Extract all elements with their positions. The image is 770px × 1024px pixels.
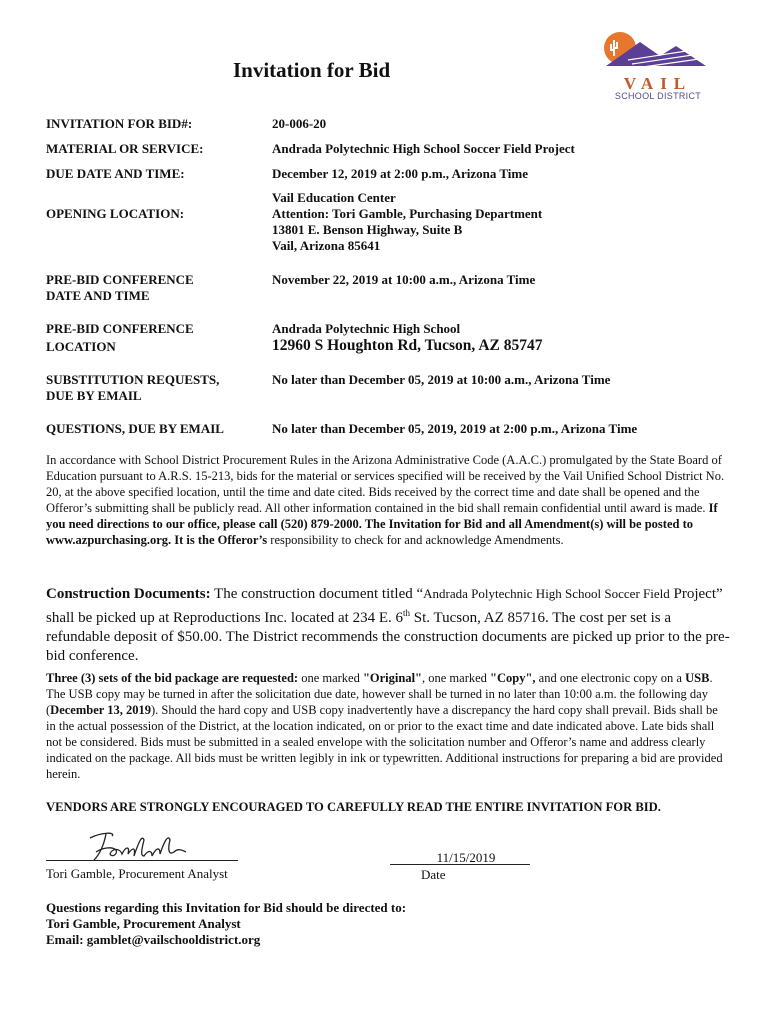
vendors-notice: VENDORS ARE STRONGLY ENCOURAGED TO CAREFULLY READ THE ENTIRE INVITATION FOR BID.	[46, 800, 661, 814]
field-label: MATERIAL OR SERVICE:	[46, 141, 204, 156]
contact-name: Tori Gamble, Procurement Analyst	[46, 916, 241, 931]
address-line: Vail Education Center	[272, 190, 396, 205]
paragraph-text: one marked	[298, 671, 363, 685]
address-line: Vail, Arizona 85641	[272, 238, 381, 253]
contact-heading: Questions regarding this Invitation for Bid should be directed to:	[46, 900, 407, 915]
field-value: No later than December 05, 2019 at 10:00 a.m., Arizona Time	[272, 372, 611, 387]
field-value	[272, 321, 742, 354]
paragraph-bold-text: "Original"	[362, 671, 422, 685]
field-label	[46, 321, 266, 355]
procurement-paragraph	[46, 452, 729, 548]
field-value: December 12, 2019 at 2:00 p.m., Arizona Time	[272, 166, 528, 181]
bid-package-paragraph	[46, 670, 729, 782]
label-line: PRE-BID CONFERENCE	[46, 321, 194, 336]
field-label: OPENING LOCATION:	[46, 206, 185, 221]
label-line: DUE BY EMAIL	[46, 388, 142, 403]
field-value	[272, 190, 742, 254]
paragraph-text: and one electronic copy on a	[535, 671, 686, 685]
signature-line	[46, 860, 238, 861]
paragraph-text: . The USB copy may be turned in after the solicitation due date, however shall be turned in no later than 10:00 a.m. the following day (	[46, 671, 713, 717]
paragraph-text: ). Should the hard copy and USB copy inadvertently have a discrepancy the hard copy shall prevail. Bids shall be in the actual possession of the District, at the location indicated, on or prior to the exact time and date indicated above. Late bids shall not be considered. Bids must be submitted in a sealed envelope with the solicitation number and Offeror’s name and address clearly indicated on the package. All bids must be written legibly in ink or typewritten. Additional instructions for preparing a bid are provided herein.	[46, 703, 723, 781]
field-label: DUE DATE AND TIME:	[46, 166, 185, 181]
contact-email: Email: gamblet@vailschooldistrict.org	[46, 932, 261, 947]
label-line: SUBSTITUTION REQUESTS,	[46, 372, 220, 387]
date-line	[390, 864, 530, 865]
page-title: Invitation for Bid	[233, 58, 391, 82]
paragraph-text: , one marked	[422, 671, 491, 685]
paragraph-bold-text: USB	[685, 671, 710, 685]
label-line: LOCATION	[46, 339, 116, 354]
paragraph-text: Andrada Polytechnic High School Soccer Field	[423, 586, 670, 601]
contact-block	[46, 900, 406, 948]
construction-documents-paragraph	[46, 584, 730, 666]
value-line: Andrada Polytechnic High School	[272, 321, 461, 336]
logo-wordmark: VAIL	[623, 74, 693, 93]
logo-subtitle: SCHOOL DISTRICT	[614, 91, 702, 101]
field-prebid-date	[46, 272, 736, 304]
paragraph-text: St. Tucson, AZ 85716. The cost per set is a refundable deposit of $50.00. The District recommends the construction documents are picked up prior to the pre-bid conference.	[46, 610, 730, 664]
superscript: th	[402, 608, 410, 618]
signer-name: Tori Gamble, Procurement Analyst	[46, 866, 228, 881]
paragraph-text: The construction document titled “	[210, 586, 424, 602]
paragraph-text: Project” shall be picked up at Reproductions Inc. located at 234 E. 6	[46, 586, 723, 626]
field-value: November 22, 2019 at 10:00 a.m., Arizona Time	[272, 272, 536, 287]
label-line: PRE-BID CONFERENCE	[46, 272, 194, 287]
signature-date: 11/15/2019	[436, 850, 496, 865]
label-line: DATE AND TIME	[46, 288, 150, 303]
field-opening-location	[46, 190, 736, 254]
address-line: 13801 E. Benson Highway, Suite B	[272, 222, 463, 237]
paragraph-text: responsibility to check for and acknowledge Amendments.	[267, 533, 564, 547]
address-line: Attention: Tori Gamble, Purchasing Department	[272, 206, 543, 221]
paragraph-bold-text: If you need directions to our office, please call (520) 879-2000. The Invitation for Bid and all Amendment(s) will be posted to www.azpurchasing.org. It is the Offeror’s	[46, 501, 718, 547]
paragraph-bold-text: Construction Documents:	[46, 586, 211, 602]
value-line: 12960 S Houghton Rd, Tucson, AZ 85747	[272, 337, 543, 354]
field-prebid-location	[46, 321, 736, 355]
paragraph-text: In accordance with School District Procurement Rules in the Arizona Administrative Code (A.A.C.) promulgated by the State Board of Education pursuant to A.R.S. 15-213, bids for the material or services specified will be received by the Vail Unified School District No. 20, at the above specified location, until the time and date cited. Bids received by the correct time and date shall be opened and the Offeror’s submitting shall be publicly read. All other information contained in the bid shall remain confidential until award is made.	[46, 453, 725, 515]
paragraph-bold-text: December 13, 2019	[50, 703, 151, 717]
field-label: INVITATION FOR BID#:	[46, 116, 193, 131]
field-value: 20-006-20	[272, 116, 327, 131]
field-label	[46, 272, 266, 304]
paragraph-bold-text: "Copy",	[490, 671, 536, 685]
field-value: No later than December 05, 2019, 2019 at 2:00 p.m., Arizona Time	[272, 421, 638, 436]
field-substitution	[46, 372, 736, 404]
date-label: Date	[421, 867, 446, 882]
field-label	[46, 372, 266, 404]
paragraph-bold-text: Three (3) sets of the bid package are requested:	[46, 671, 299, 685]
field-value: Andrada Polytechnic High School Soccer Field Project	[272, 141, 575, 156]
field-label: QUESTIONS, DUE BY EMAIL	[46, 421, 224, 436]
